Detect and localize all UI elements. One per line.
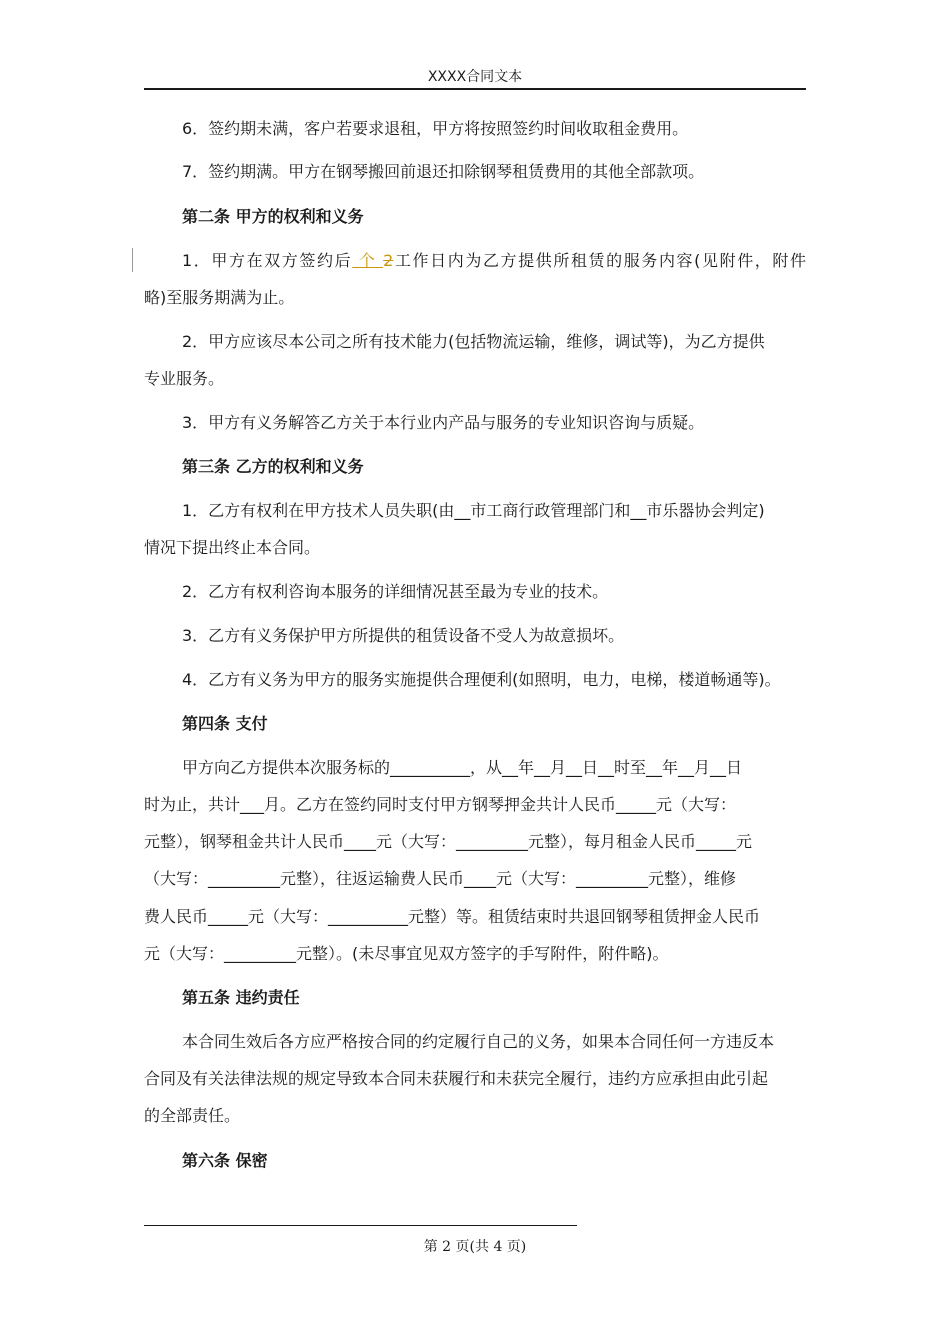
page-header-title: XXXX合同文本 — [427, 69, 523, 85]
article-5-line-1: 本合同生效后各方应严格按合同的约定履行自己的义务，如果本合同任何一方违反本 — [182, 1032, 775, 1051]
article-2-clause-3: 3．甲方有义务解答乙方关于本行业内产品与服务的专业知识咨询与质疑。 — [182, 413, 705, 432]
article-4-heading: 第四条 支付 — [182, 714, 268, 733]
tracked-insertion: 个 — [352, 251, 384, 270]
clause-7: 7．签约期满。甲方在钢琴搬回前退还扣除钢琴租赁费用的其他全部款项。 — [182, 162, 705, 181]
article-4-line-1: 甲方向乙方提供本次服务标的__________，从__年__月__日__时至__年__月__日 — [182, 758, 743, 777]
clause-6: 6．签约期未满，客户若要求退租，甲方将按照签约时间收取租金费用。 — [182, 119, 689, 138]
article-4-line-4: （大写：_________元整），往返运输费人民币____元（大写：_________元整），维修 — [144, 869, 737, 888]
article-4-line-3: 元整），钢琴租金共计人民币____元（大写：_________元整），每月租金人民币_____元 — [144, 832, 753, 851]
article-3-clause-1: 1．乙方有权利在甲方技术人员失职(由__市工商行政管理部门和__市乐器协会判定) — [182, 501, 765, 520]
article-6-heading: 第六条 保密 — [182, 1151, 268, 1170]
article-2-clause-1 — [144, 250, 806, 272]
article-5-heading: 第五条 违约责任 — [182, 988, 300, 1007]
article-2-heading: 第二条 甲方的权利和义务 — [182, 207, 364, 226]
article-3-heading: 第三条 乙方的权利和义务 — [182, 457, 364, 476]
article-4-line-2: 时为止，共计___月。乙方在签约同时支付甲方钢琴押金共计人民币_____元（大写： — [144, 795, 737, 814]
article-3-clause-4: 4．乙方有义务为甲方的服务实施提供合理便利(如照明，电力，电梯，楼道畅通等)。 — [182, 670, 781, 689]
article-2-clause-2: 2．甲方应该尽本公司之所有技术能力(包括物流运输，维修，调试等)，为乙方提供 — [182, 332, 765, 351]
article-4-line-5: 费人民币_____元（大写：__________元整）等。租赁结束时共退回钢琴租赁押金人民币 — [144, 907, 761, 926]
article-3-clause-1-cont: 情况下提出终止本合同。 — [144, 538, 321, 557]
article-4-line-6: 元（大写：_________元整）。(未尽事宜见双方签字的手写附件，附件略)。 — [144, 944, 669, 963]
header-divider — [144, 88, 806, 90]
tracked-deletion: 2 — [383, 251, 394, 270]
clause-text: 工作日内为乙方提供所租赁的服务内容(见附件，附件 — [393, 251, 806, 270]
article-5-line-3: 的全部责任。 — [144, 1106, 241, 1125]
article-5-line-2: 合同及有关法律法规的规定导致本合同未获履行和未获完全履行，违约方应承担由此引起 — [144, 1069, 769, 1088]
article-2-clause-1-cont: 略)至服务期满为止。 — [144, 288, 295, 307]
clause-text: 1．甲方在双方签约后 — [182, 251, 353, 270]
footer-divider — [144, 1225, 577, 1226]
article-3-clause-3: 3．乙方有义务保护甲方所提供的租赁设备不受人为故意损坏。 — [182, 626, 625, 645]
article-3-clause-2: 2．乙方有权利咨询本服务的详细情况甚至最为专业的技术。 — [182, 582, 609, 601]
article-2-clause-2-cont: 专业服务。 — [144, 369, 225, 388]
change-bar-marker — [132, 248, 133, 272]
page-number: 第 2 页(共 4 页) — [423, 1239, 527, 1255]
